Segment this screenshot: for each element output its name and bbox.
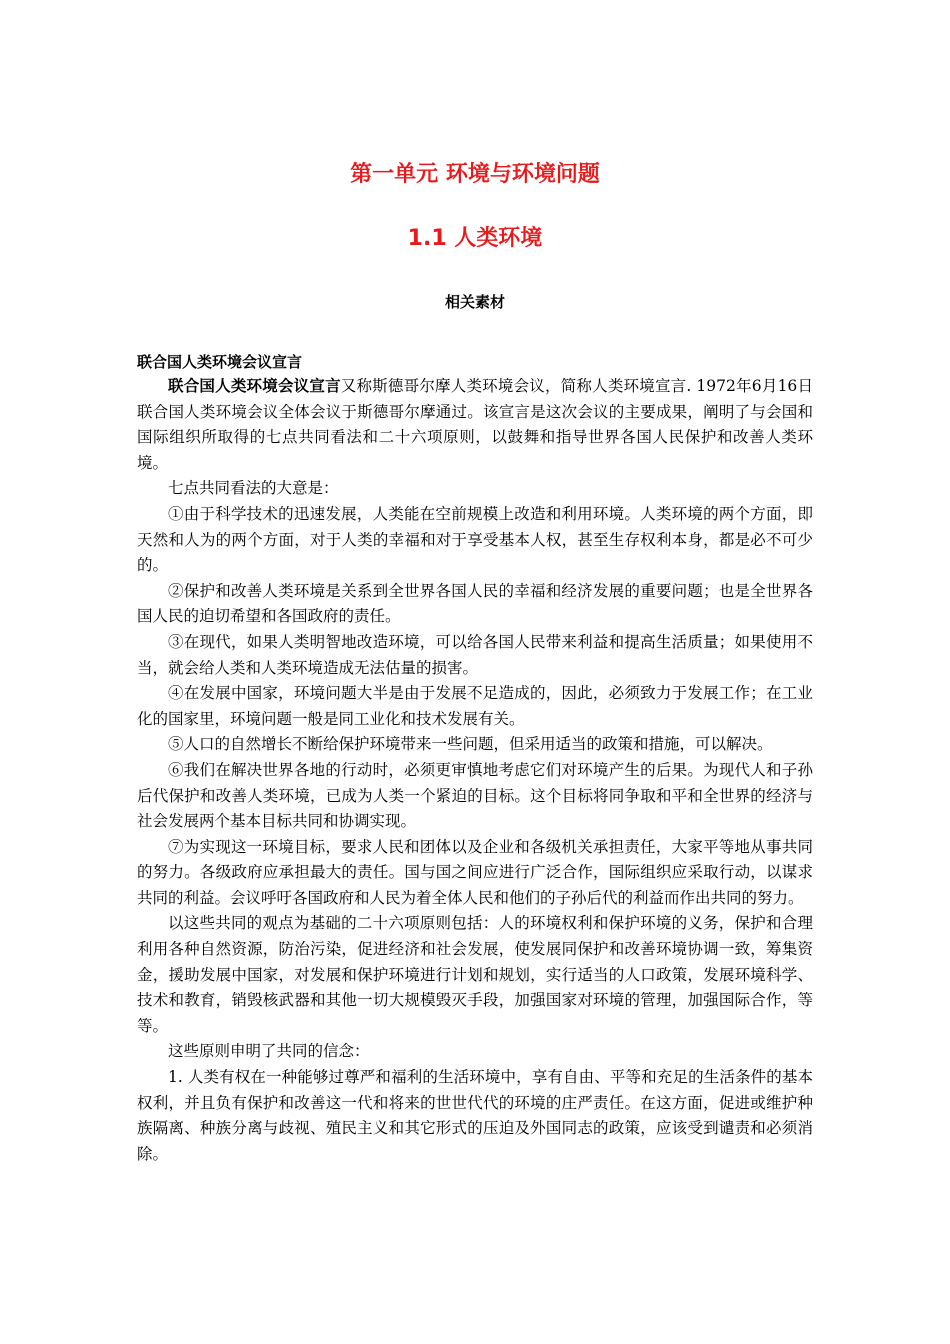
paragraph: 七点共同看法的大意是： [168,479,339,498]
paragraph: 这些原则申明了共同的信念： [168,1042,370,1061]
paragraph: ③在现代，如果人类明智地改造环境，可以给各国人民带来利益和提高生活质量；如果使用不当，就会给人类和人类环境造成无法估量的损害。 [137,632,813,677]
intro-bold-term: 联合国人类环境会议宣言 [168,377,341,395]
material-label: 相关素材 [444,293,505,311]
paragraph: ①由于科学技术的迅速发展，人类能在空前规模上改造和利用环境。人类环境的两个方面，即天然和人为的两个方面，对于人类的幸福和对于享受基本人权，甚至生存权利本身，都是必不可少的。 [137,504,813,575]
paragraph: ②保护和改善人类环境是关系到全世界各国人民的幸福和经济发展的重要问题；也是全世界各国人民的迫切希望和各国政府的责任。 [137,581,813,626]
declaration-heading: 联合国人类环境会议宣言 [137,353,303,371]
paragraph: ④在发展中国家，环境问题大半是由于发展不足造成的，因此，必须致力于发展工作；在工业化的国家里，环境问题一般是同工业化和技术发展有关。 [137,684,813,728]
paragraph: 1. 人类有权在一种能够过尊严和福利的生活环境中，享有自由、平等和充足的生活条件的基本权利，并且负有保护和改善这一代和将来的世世代代的环境的庄严责任。在这方面，促进或维护种族隔离、种族分离与歧视、殖民主义和其它形式的压迫及外国同志的政策，应该受到谴责和必须消除。 [137,1068,813,1163]
paragraph: 以这些共同的观点为基础的二十六项原则包括：人的环境权利和保护环境的义务，保护和合理利用各种自然资源，防治污染，促进经济和社会发展，使发展同保护和改善环境协调一致，筹集资金，援助发展中国家，对发展和保护环境进行计划和规划，实行适当的人口政策，发展环境科学、技术和教育，销毁核武器和其他一切大规模毁灭手段，加强国家对环境的管理，加强国际合作，等等。 [137,914,813,1035]
intro-text: 又称斯德哥尔摩人类环境会议，简称人类环境宣言. 1972年6月16日联合国人类环境会议全体会议于斯德哥尔摩通过。该宣言是这次会议的主要成果，阐明了与会国和国际组织所取得的七点共同看法和二十六项原则，以鼓舞和指导世界各国人民保护和改善人类环境。 [137,377,813,472]
unit-title: 第一单元 环境与环境问题 [350,162,600,187]
paragraph: ⑤人口的自然增长不断给保护环境带来一些问题，但采用适当的政策和措施，可以解决。 [168,735,773,754]
paragraph: ⑥我们在解决世界各地的行动时，必须更审慎地考虑它们对环境产生的后果。为现代人和子孙后代保护和改善人类环境，已成为人类一个紧迫的目标。这个目标将同争取和平和全世界的经济与社会发展两个基本目标共同和协调实现。 [137,760,813,831]
section-title: 1.1 人类环境 [407,226,543,251]
paragraph: ⑦为实现这一环境目标，要求人民和团体以及企业和各级机关承担责任，大家平等地从事共同的努力。各级政府应承担最大的责任。国与国之间应进行广泛合作，国际组织应采取行动，以谋求共同的利益。会议呼吁各国政府和人民为着全体人民和他们的子孙后代的利益而作出共同的努力。 [137,837,813,907]
intro-paragraph [137,374,813,476]
document-body [137,350,813,1167]
